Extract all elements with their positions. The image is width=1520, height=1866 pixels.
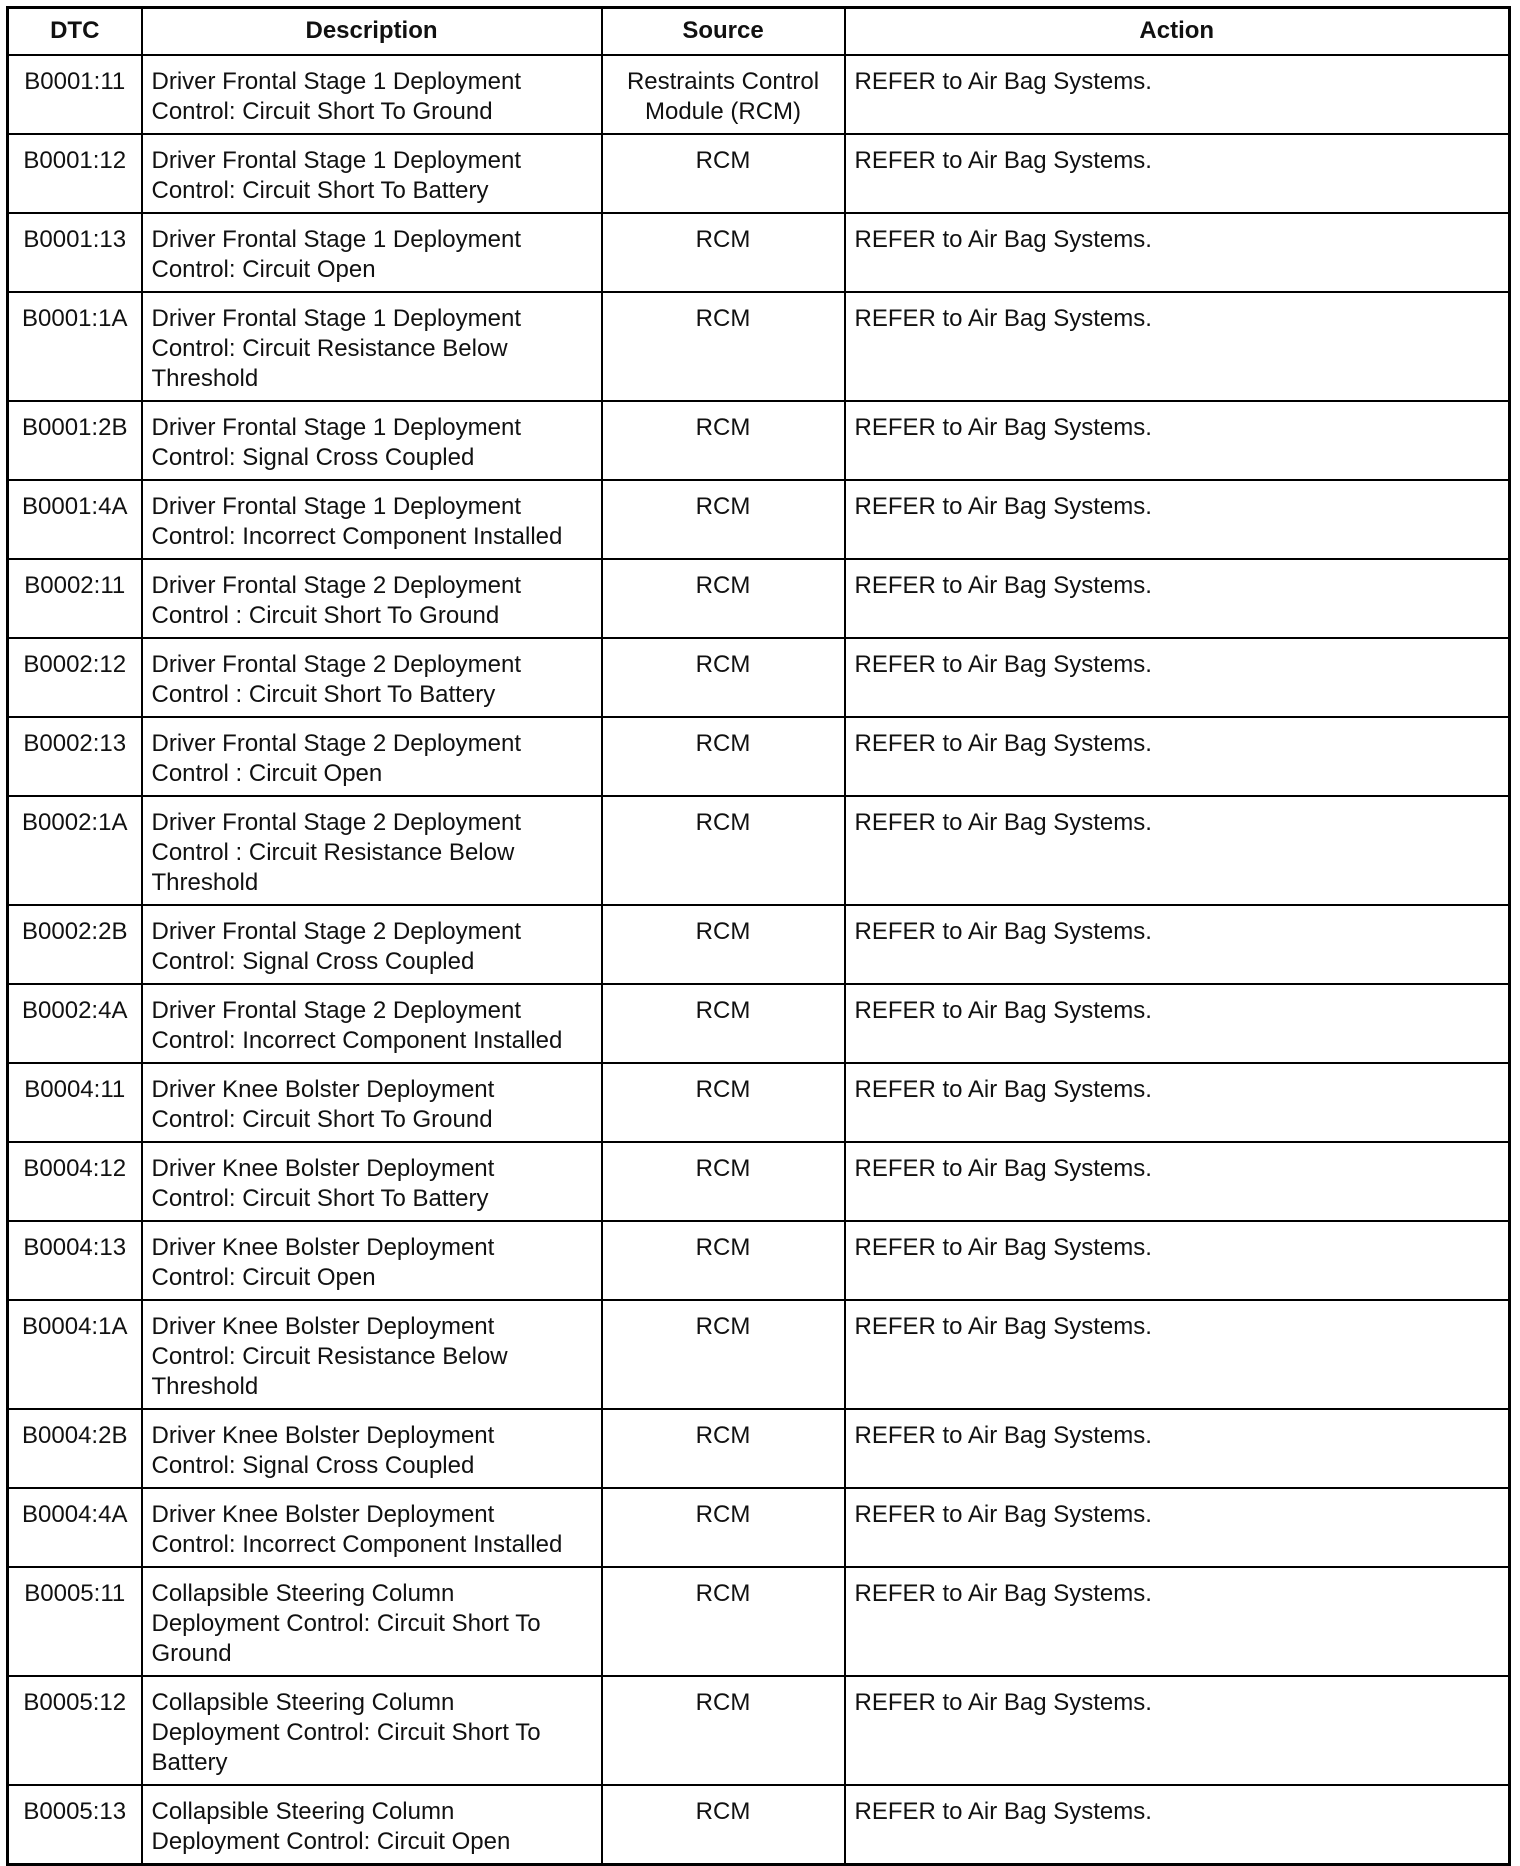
dtc-source (602, 1221, 845, 1300)
dtc-action: REFER to Air Bag Systems. (845, 1063, 1510, 1142)
dtc-description (142, 796, 602, 905)
description-line: Control: Incorrect Component Installed (151, 1530, 563, 1558)
dtc-description (142, 134, 602, 213)
description-line: Driver Knee Bolster Deployment (151, 1075, 495, 1103)
description-line: Control : Circuit Resistance Below (151, 838, 515, 866)
dtc-code: B0005:13 (8, 1785, 142, 1865)
dtc-action: REFER to Air Bag Systems. (845, 1785, 1510, 1865)
description-line: Collapsible Steering Column (151, 1579, 455, 1607)
dtc-code: B0002:11 (8, 559, 142, 638)
table-header-row (8, 8, 1510, 55)
header-source: Source (602, 8, 845, 55)
dtc-action: REFER to Air Bag Systems. (845, 1567, 1510, 1676)
dtc-code: B0004:2B (8, 1409, 142, 1488)
description-line: Driver Knee Bolster Deployment (151, 1233, 495, 1261)
dtc-code: B0004:1A (8, 1300, 142, 1409)
description-line: Driver Frontal Stage 2 Deployment (151, 571, 521, 599)
table-row (8, 292, 1510, 401)
header-dtc: DTC (8, 8, 142, 55)
dtc-description (142, 1785, 602, 1865)
dtc-description (142, 213, 602, 292)
dtc-source (602, 559, 845, 638)
dtc-description (142, 1300, 602, 1409)
description-line: Driver Frontal Stage 2 Deployment (151, 729, 521, 757)
source-line: RCM (695, 1688, 751, 1716)
dtc-description (142, 1676, 602, 1785)
dtc-code: B0001:4A (8, 480, 142, 559)
source-line: RCM (695, 1797, 751, 1825)
description-line: Driver Frontal Stage 2 Deployment (151, 917, 521, 945)
source-line: RCM (695, 1154, 751, 1182)
source-line: RCM (695, 650, 751, 678)
dtc-code: B0005:11 (8, 1567, 142, 1676)
table-row (8, 55, 1510, 134)
dtc-action: REFER to Air Bag Systems. (845, 1409, 1510, 1488)
source-line: RCM (695, 146, 751, 174)
dtc-action: REFER to Air Bag Systems. (845, 134, 1510, 213)
description-line: Control : Circuit Open (151, 759, 383, 787)
description-line: Driver Knee Bolster Deployment (151, 1500, 495, 1528)
table-row (8, 1567, 1510, 1676)
dtc-action: REFER to Air Bag Systems. (845, 401, 1510, 480)
description-line: Control : Circuit Short To Ground (151, 601, 500, 629)
description-line: Driver Frontal Stage 2 Deployment (151, 996, 521, 1024)
description-line: Driver Knee Bolster Deployment (151, 1421, 495, 1449)
dtc-code: B0001:11 (8, 55, 142, 134)
dtc-code: B0002:1A (8, 796, 142, 905)
table-row (8, 1676, 1510, 1785)
table-row (8, 401, 1510, 480)
dtc-description (142, 905, 602, 984)
dtc-source (602, 480, 845, 559)
source-line: RCM (695, 996, 751, 1024)
description-line: Control: Signal Cross Coupled (151, 443, 475, 471)
table-row (8, 1063, 1510, 1142)
dtc-description (142, 1567, 602, 1676)
description-line: Threshold (151, 364, 259, 392)
dtc-code: B0002:13 (8, 717, 142, 796)
description-line: Driver Frontal Stage 1 Deployment (151, 67, 521, 95)
table-row (8, 1409, 1510, 1488)
dtc-description (142, 1221, 602, 1300)
description-line: Control: Incorrect Component Installed (151, 522, 563, 550)
dtc-source (602, 796, 845, 905)
dtc-code: B0002:4A (8, 984, 142, 1063)
dtc-source (602, 1785, 845, 1865)
description-line: Control: Circuit Open (151, 1263, 376, 1291)
source-line: RCM (695, 304, 751, 332)
dtc-description (142, 1142, 602, 1221)
dtc-source (602, 1063, 845, 1142)
description-line: Control: Circuit Resistance Below (151, 1342, 508, 1370)
source-line: RCM (695, 1312, 751, 1340)
description-line: Ground (151, 1639, 232, 1667)
dtc-action: REFER to Air Bag Systems. (845, 1221, 1510, 1300)
dtc-description (142, 638, 602, 717)
description-line: Deployment Control: Circuit Short To (151, 1718, 541, 1746)
dtc-description (142, 559, 602, 638)
description-line: Control: Circuit Short To Ground (151, 1105, 493, 1133)
dtc-source (602, 717, 845, 796)
dtc-action: REFER to Air Bag Systems. (845, 1488, 1510, 1567)
dtc-source (602, 401, 845, 480)
source-line: RCM (695, 808, 751, 836)
table-row (8, 480, 1510, 559)
dtc-action: REFER to Air Bag Systems. (845, 638, 1510, 717)
dtc-source (602, 1409, 845, 1488)
dtc-source (602, 984, 845, 1063)
dtc-description (142, 480, 602, 559)
dtc-description (142, 717, 602, 796)
table-row (8, 1300, 1510, 1409)
source-line: RCM (695, 571, 751, 599)
description-line: Driver Frontal Stage 2 Deployment (151, 650, 521, 678)
dtc-code: B0001:12 (8, 134, 142, 213)
description-line: Control: Signal Cross Coupled (151, 947, 475, 975)
dtc-action: REFER to Air Bag Systems. (845, 480, 1510, 559)
dtc-code: B0002:2B (8, 905, 142, 984)
table-row (8, 134, 1510, 213)
description-line: Driver Knee Bolster Deployment (151, 1154, 495, 1182)
description-line: Control : Circuit Short To Battery (151, 680, 496, 708)
description-line: Control: Circuit Open (151, 255, 376, 283)
dtc-action: REFER to Air Bag Systems. (845, 559, 1510, 638)
dtc-description (142, 1063, 602, 1142)
description-line: Driver Knee Bolster Deployment (151, 1312, 495, 1340)
dtc-source (602, 292, 845, 401)
dtc-code: B0004:12 (8, 1142, 142, 1221)
description-line: Threshold (151, 868, 259, 896)
dtc-code: B0001:13 (8, 213, 142, 292)
description-line: Driver Frontal Stage 2 Deployment (151, 808, 521, 836)
description-line: Control: Circuit Short To Battery (151, 176, 489, 204)
table-row (8, 1785, 1510, 1865)
dtc-description (142, 984, 602, 1063)
table-row (8, 559, 1510, 638)
table-row (8, 796, 1510, 905)
description-line: Driver Frontal Stage 1 Deployment (151, 225, 521, 253)
table-body (8, 55, 1510, 1865)
dtc-source (602, 213, 845, 292)
dtc-source (602, 55, 845, 134)
header-action: Action (845, 8, 1510, 55)
source-line: RCM (695, 492, 751, 520)
description-line: Control: Incorrect Component Installed (151, 1026, 563, 1054)
description-line: Driver Frontal Stage 1 Deployment (151, 304, 521, 332)
table-row (8, 1221, 1510, 1300)
description-line: Control: Circuit Short To Battery (151, 1184, 489, 1212)
source-line: RCM (695, 1579, 751, 1607)
dtc-source (602, 1488, 845, 1567)
dtc-action: REFER to Air Bag Systems. (845, 292, 1510, 401)
dtc-description (142, 292, 602, 401)
dtc-code: B0002:12 (8, 638, 142, 717)
dtc-action: REFER to Air Bag Systems. (845, 1300, 1510, 1409)
source-line: RCM (695, 1421, 751, 1449)
header-description: Description (142, 8, 602, 55)
source-line: RCM (695, 1500, 751, 1528)
dtc-source (602, 1142, 845, 1221)
dtc-source (602, 1567, 845, 1676)
table-row (8, 638, 1510, 717)
dtc-code: B0001:1A (8, 292, 142, 401)
dtc-action: REFER to Air Bag Systems. (845, 1142, 1510, 1221)
dtc-action: REFER to Air Bag Systems. (845, 717, 1510, 796)
description-line: Deployment Control: Circuit Short To (151, 1609, 541, 1637)
table-row (8, 213, 1510, 292)
table-row (8, 1488, 1510, 1567)
table-row (8, 905, 1510, 984)
dtc-description (142, 55, 602, 134)
table-row (8, 984, 1510, 1063)
dtc-table (6, 6, 1511, 1866)
dtc-source (602, 905, 845, 984)
dtc-action: REFER to Air Bag Systems. (845, 55, 1510, 134)
table-row (8, 1142, 1510, 1221)
source-line: RCM (695, 413, 751, 441)
description-line: Driver Frontal Stage 1 Deployment (151, 146, 521, 174)
description-line: Deployment Control: Circuit Open (151, 1827, 511, 1855)
table-row (8, 717, 1510, 796)
dtc-source (602, 638, 845, 717)
dtc-code: B0001:2B (8, 401, 142, 480)
description-line: Control: Circuit Short To Ground (151, 97, 493, 125)
dtc-action: REFER to Air Bag Systems. (845, 984, 1510, 1063)
source-line: Restraints Control (626, 67, 820, 95)
dtc-source (602, 1676, 845, 1785)
dtc-action: REFER to Air Bag Systems. (845, 796, 1510, 905)
dtc-code: B0004:11 (8, 1063, 142, 1142)
dtc-source (602, 134, 845, 213)
dtc-action: REFER to Air Bag Systems. (845, 1676, 1510, 1785)
source-line: RCM (695, 1075, 751, 1103)
dtc-action: REFER to Air Bag Systems. (845, 905, 1510, 984)
dtc-description (142, 1488, 602, 1567)
description-line: Driver Frontal Stage 1 Deployment (151, 413, 521, 441)
dtc-action: REFER to Air Bag Systems. (845, 213, 1510, 292)
source-line: RCM (695, 729, 751, 757)
dtc-description (142, 401, 602, 480)
description-line: Collapsible Steering Column (151, 1797, 455, 1825)
description-line: Collapsible Steering Column (151, 1688, 455, 1716)
dtc-code: B0004:4A (8, 1488, 142, 1567)
dtc-source (602, 1300, 845, 1409)
description-line: Control: Signal Cross Coupled (151, 1451, 475, 1479)
source-line: Module (RCM) (644, 97, 802, 125)
description-line: Threshold (151, 1372, 259, 1400)
description-line: Driver Frontal Stage 1 Deployment (151, 492, 521, 520)
dtc-description (142, 1409, 602, 1488)
source-line: RCM (695, 1233, 751, 1261)
dtc-code: B0005:12 (8, 1676, 142, 1785)
description-line: Battery (151, 1748, 228, 1776)
dtc-code: B0004:13 (8, 1221, 142, 1300)
source-line: RCM (695, 917, 751, 945)
source-line: RCM (695, 225, 751, 253)
description-line: Control: Circuit Resistance Below (151, 334, 508, 362)
